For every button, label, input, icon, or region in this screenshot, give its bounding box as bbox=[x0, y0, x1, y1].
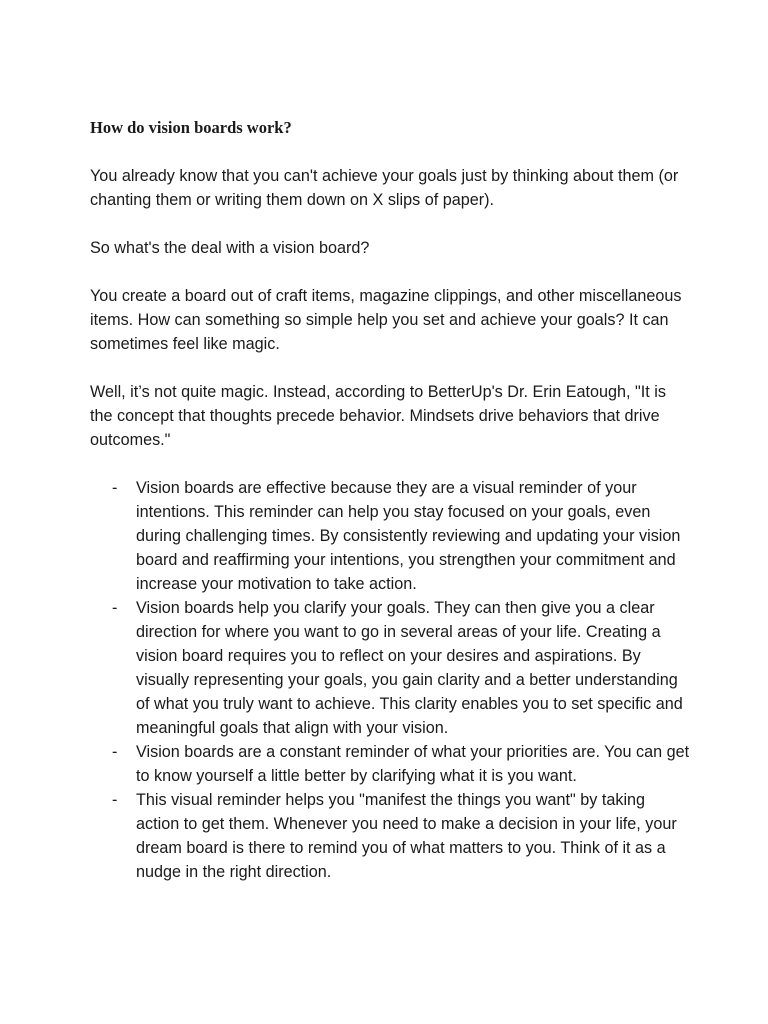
bullet-dash: - bbox=[112, 479, 118, 497]
list-item-text: Vision boards are a constant reminder of what your priorities are. You can get to know yourself a little better by clarifying what it is you want. bbox=[136, 743, 690, 785]
list-item-text: Vision boards are effective because they are a visual reminder of your intentions. This reminder can help you stay focused on your goals, even during challenging times. By consistently reviewing and updating your vision board and reaffirming your intentions, you strengthen your commitment and increase your motivation to take action. bbox=[136, 479, 681, 593]
list-item bbox=[90, 476, 690, 596]
list-item bbox=[90, 596, 690, 740]
paragraph-question: So what's the deal with a vision board? bbox=[90, 239, 370, 257]
document-page bbox=[90, 116, 690, 884]
list-item bbox=[90, 740, 690, 788]
paragraph-quote: Well, it’s not quite magic. Instead, according to BetterUp's Dr. Erin Eatough, "It is the concept that thoughts precede behavior. Mindsets drive behaviors that drive outcomes." bbox=[90, 383, 666, 449]
paragraph-intro: You already know that you can't achieve your goals just by thinking about them (or chanting them or writing them down on X slips of paper). bbox=[90, 167, 679, 209]
section-heading: How do vision boards work? bbox=[90, 118, 292, 137]
bullet-dash: - bbox=[112, 599, 118, 617]
list-item-text: This visual reminder helps you "manifest the things you want" by taking action to get them. Whenever you need to make a decision in your life, your dream board is there to remind you of what matters to you. Think of it as a nudge in the right direction. bbox=[136, 791, 677, 881]
bullet-dash: - bbox=[112, 791, 118, 809]
list-item bbox=[90, 788, 690, 884]
bullet-list bbox=[90, 476, 690, 884]
paragraph-board-description: You create a board out of craft items, magazine clippings, and other miscellaneous items. How can something so simple help you set and achieve your goals? It can sometimes feel like magic. bbox=[90, 287, 682, 353]
bullet-dash: - bbox=[112, 743, 118, 761]
list-item-text: Vision boards help you clarify your goals. They can then give you a clear direction for where you want to go in several areas of your life. Creating a vision board requires you to reflect on your desires and aspirations. By visually representing your goals, you gain clarity and a better understanding of what you truly want to achieve. This clarity enables you to set specific and meaningful goals that align with your vision. bbox=[136, 599, 683, 737]
